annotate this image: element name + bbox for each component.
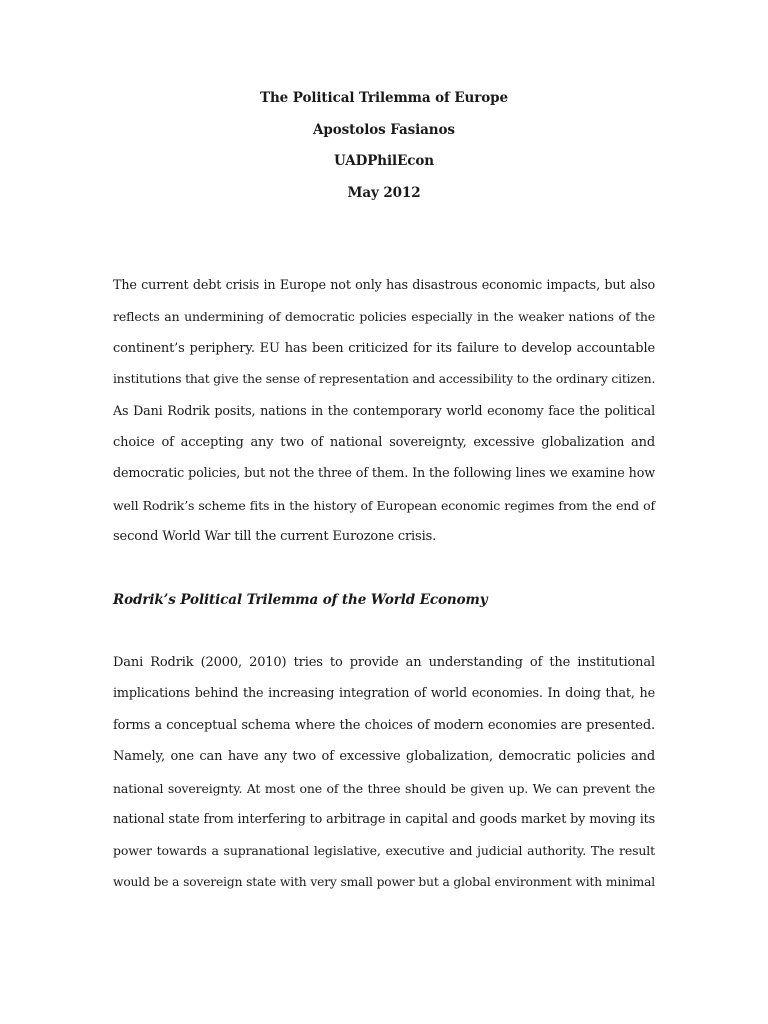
section-heading: Rodrik’s Political Trilemma of the World Economy [113,592,488,608]
document-title: The Political Trilemma of Europe [260,90,508,106]
paragraph-line: democratic policies, but not the three of them. In the following lines we examine how [113,466,655,482]
paragraph-line: implications behind the increasing integration of world economies. In doing that, he [113,686,655,702]
paragraph-line: second World War till the current Eurozone crisis. [113,529,437,545]
affiliation: UADPhilEcon [334,153,434,169]
document-date: May 2012 [347,184,421,201]
paragraph-line: As Dani Rodrik posits, nations in the contemporary world economy face the political [113,403,655,419]
paragraph-line: Dani Rodrik (2000, 2010) tries to provide an understanding of the institutional [113,655,655,670]
intro-paragraph [113,270,655,553]
paragraph-line: Namely, one can have any two of excessive globalization, democratic policies and [113,749,655,765]
paragraph-line: reflects an undermining of democratic policies especially in the weaker nations of the [113,309,655,325]
author-name: Apostolos Fasianos [313,121,455,138]
section-paragraph [113,647,655,898]
paragraph-line: well Rodrik’s scheme fits in the history of European economic regimes from the end of [113,497,655,513]
paragraph-line: would be a sovereign state with very small power but a global environment with minimal [113,874,655,889]
paragraph-line: The current debt crisis in Europe not only has disastrous economic impacts, but also [113,278,655,293]
paragraph-line: national state from interfering to arbitrage in capital and goods market by moving its [113,811,655,827]
paragraph-line: power towards a supranational legislative, executive and judicial authority. The result [113,843,655,859]
paragraph-line: forms a conceptual schema where the choices of modern economies are presented. [113,717,655,733]
paragraph-line: institutions that give the sense of representation and accessibility to the ordinary citizen. [113,372,656,387]
title-block [0,86,768,212]
paragraph-line: national sovereignty. At most one of the three should be given up. We can prevent the [113,780,655,796]
paragraph-line: continent’s periphery. EU has been criticized for its failure to develop accountable [113,340,655,356]
paragraph-line: choice of accepting any two of national sovereignty, excessive globalization and [113,434,655,450]
